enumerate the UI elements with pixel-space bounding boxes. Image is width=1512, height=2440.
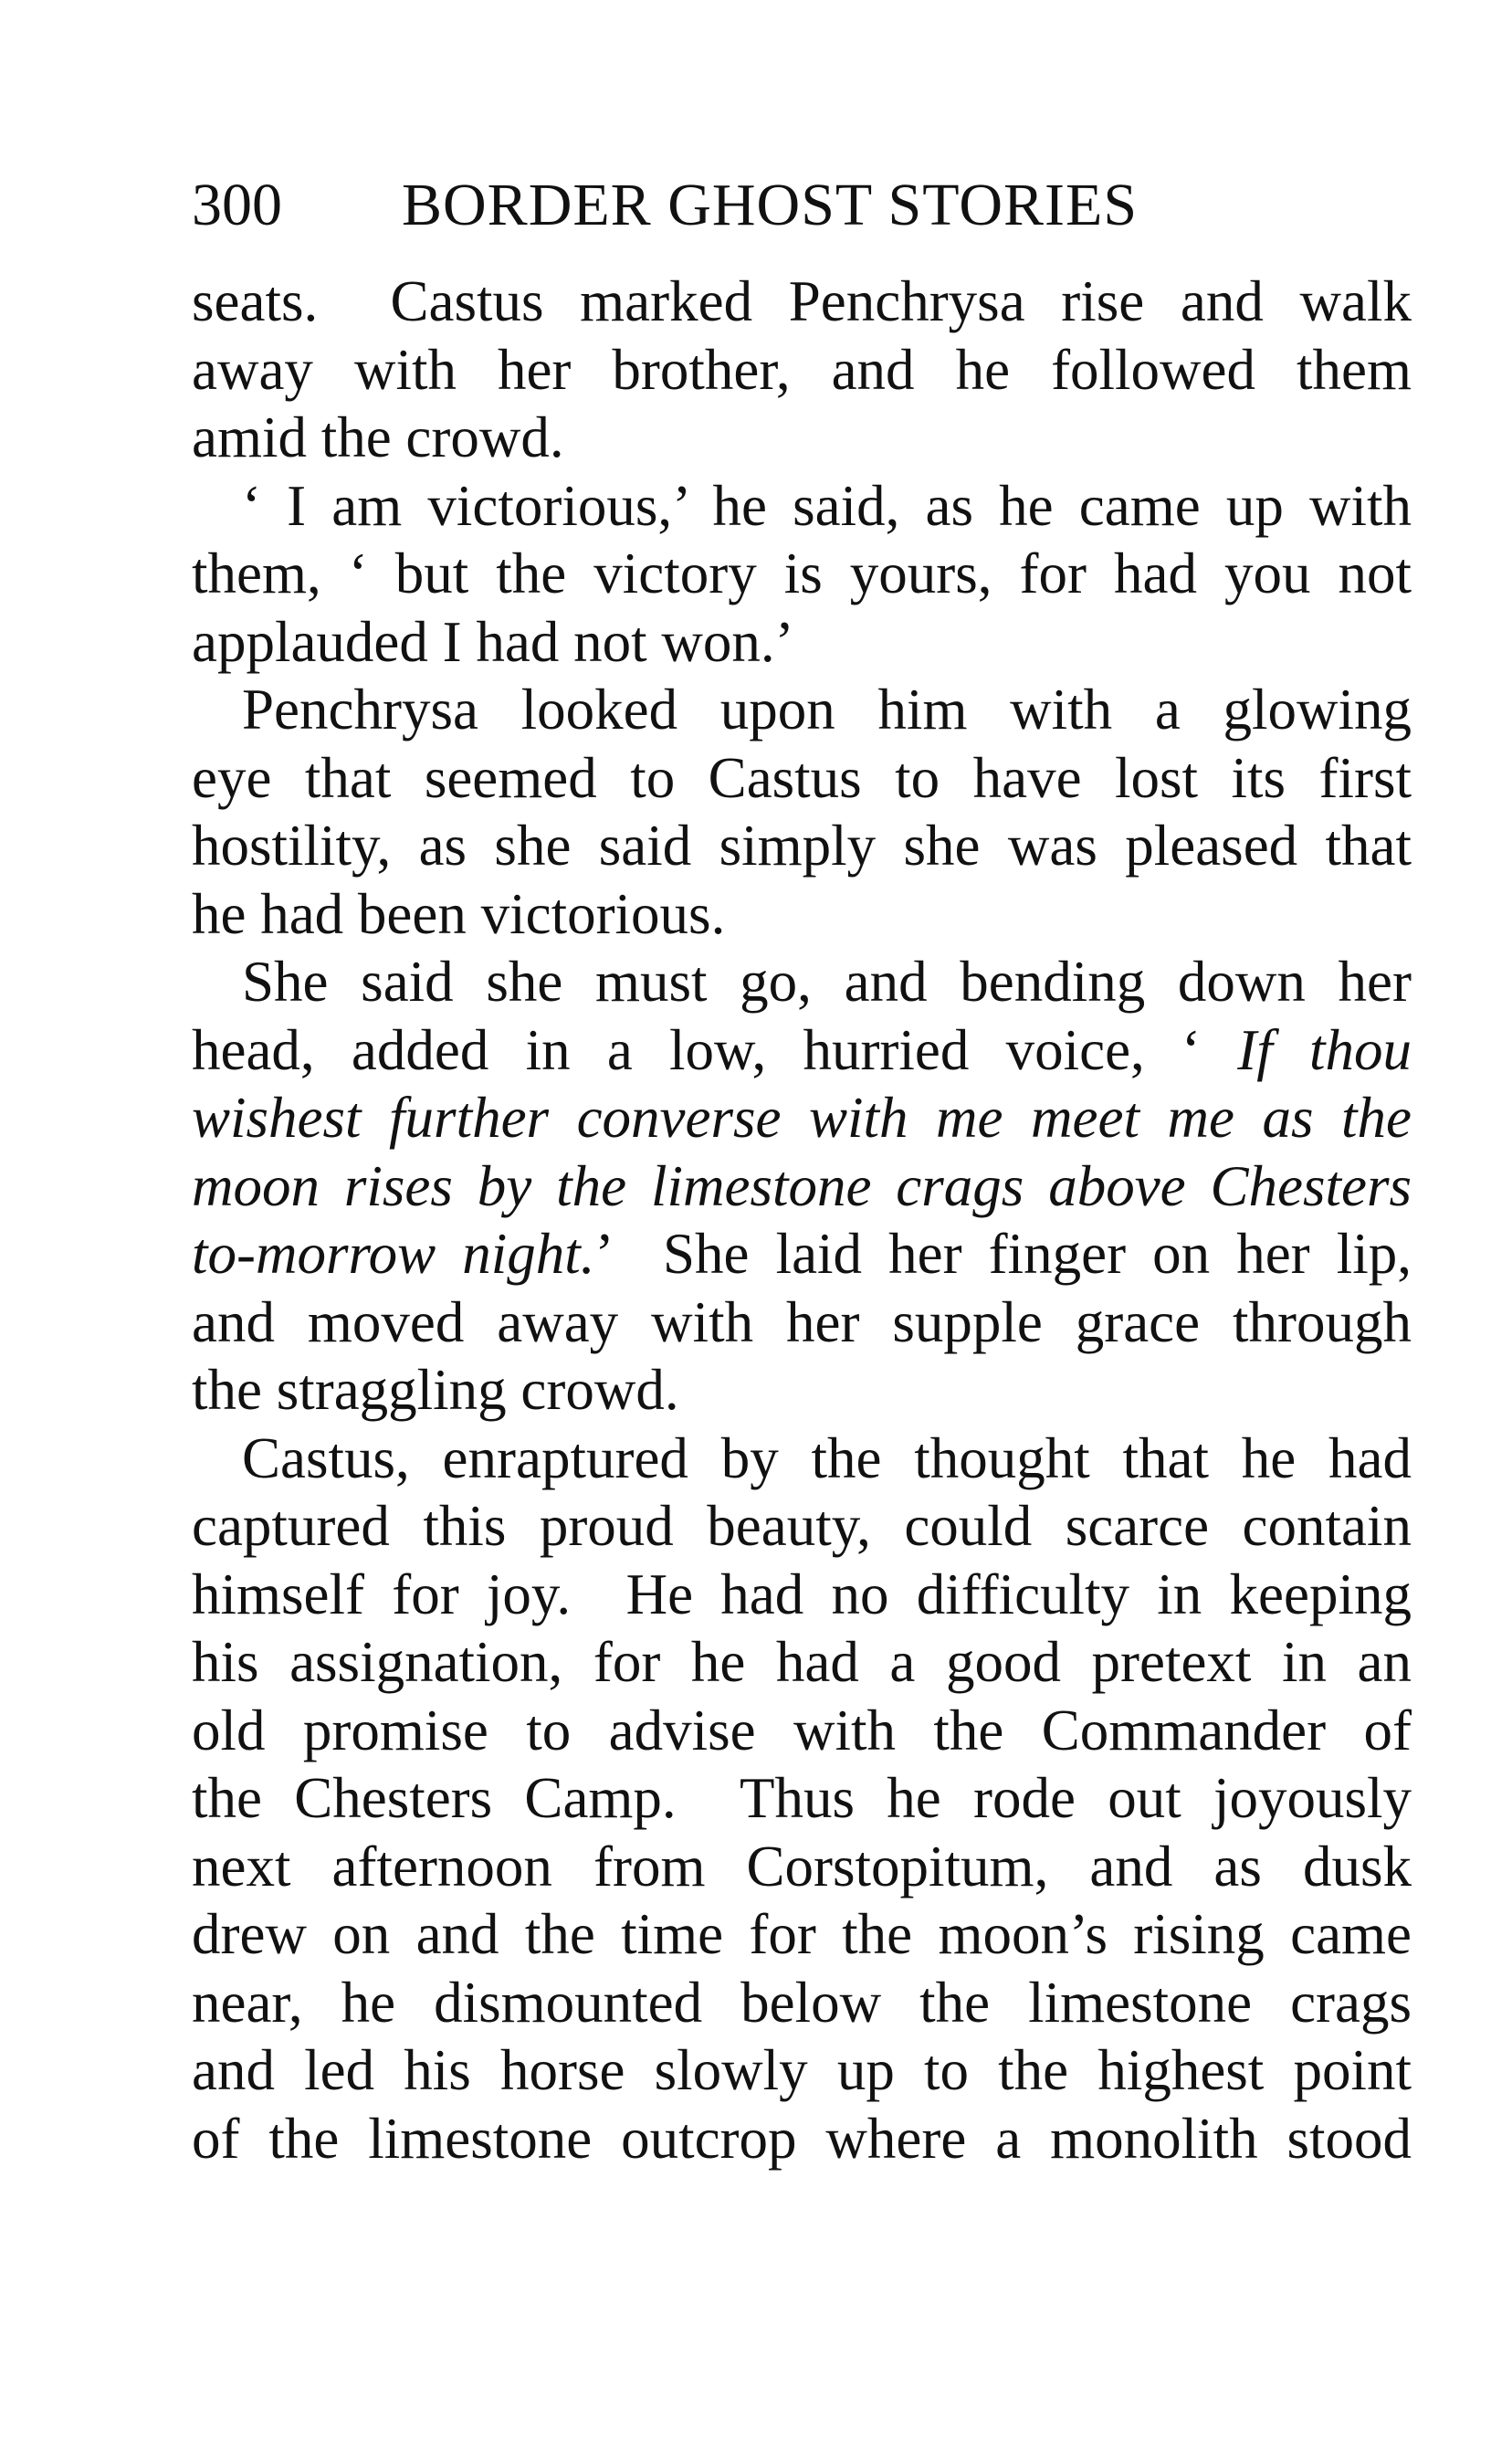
text-line <box>192 608 1412 677</box>
text-segment: drew on and the time for the moon’s rising came <box>192 1902 1412 1966</box>
body-text <box>192 268 1412 2172</box>
text-segment: he had been victorious. <box>192 881 726 946</box>
text-segment: hostility, as she said simply she was pleased that <box>192 814 1412 878</box>
text-line <box>192 1764 1412 1833</box>
text-line <box>192 812 1412 880</box>
page-header <box>192 169 1412 242</box>
text-segment: old promise to advise with the Commander of <box>192 1698 1412 1762</box>
text-line <box>192 1561 1412 1629</box>
text-segment: and moved away with her supple grace through <box>192 1289 1412 1354</box>
text-segment: applauded I had not won.’ <box>192 609 794 674</box>
text-segment: the Chesters Camp. Thus he rode out joyously <box>192 1766 1412 1830</box>
text-line <box>192 336 1412 405</box>
book-page <box>192 169 1412 2172</box>
text-segment: Penchrysa looked upon him with a glowing <box>242 678 1412 741</box>
text-line <box>192 1697 1412 1765</box>
text-segment: and led his horse slowly up to the highest point <box>192 2038 1412 2102</box>
text-line <box>192 2036 1412 2105</box>
text-line <box>192 404 1412 472</box>
running-title: BORDER GHOST STORIES <box>402 172 1139 238</box>
italic-text: If thou <box>1237 1017 1412 1082</box>
text-line <box>192 744 1412 813</box>
text-segment: his assignation, for he had a good pretext in an <box>192 1630 1412 1694</box>
text-line <box>192 1900 1412 1969</box>
text-segment: She said she must go, and bending down her <box>242 950 1412 1014</box>
text-line <box>192 472 1412 541</box>
page-number: 300 <box>192 172 282 238</box>
text-line <box>192 1628 1412 1697</box>
text-line <box>192 1969 1412 2037</box>
text-line <box>192 1425 1412 1493</box>
text-line <box>192 1152 1412 1221</box>
italic-text: moon rises by the limestone crags above Chesters <box>192 1153 1412 1218</box>
text-segment: of the limestone outcrop where a monolith stood <box>192 2106 1412 2171</box>
text-line <box>192 1833 1412 1901</box>
text-line <box>192 1084 1412 1152</box>
text-segment: Castus, enraptured by the thought that he had <box>242 1425 1412 1490</box>
text-line <box>192 1288 1412 1357</box>
text-segment: away with her brother, and he followed them <box>192 337 1412 402</box>
text-line <box>192 1492 1412 1561</box>
italic-text: to-morrow night. <box>192 1222 595 1286</box>
text-segment: near, he dismounted below the limestone crags <box>192 1970 1412 2035</box>
text-segment: eye that seemed to Castus to have lost its first <box>192 745 1412 810</box>
text-line <box>192 540 1412 608</box>
text-segment: them, ‘ but the victory is yours, for had you not <box>192 542 1412 605</box>
text-segment: ‘ I am victorious,’ he said, as he came up with <box>242 473 1412 538</box>
text-segment: ’ She laid her finger on her lip, <box>594 1222 1412 1286</box>
text-segment: seats. Castus marked Penchrysa rise and walk <box>192 269 1412 333</box>
text-line <box>192 1016 1412 1085</box>
text-segment: captured this proud beauty, could scarce contain <box>192 1494 1412 1558</box>
text-line <box>192 948 1412 1016</box>
text-line <box>192 676 1412 744</box>
italic-text: wishest further converse with me meet me as the <box>192 1086 1412 1150</box>
text-segment: amid the crowd. <box>192 405 564 469</box>
text-line <box>192 268 1412 336</box>
text-segment: the straggling crowd. <box>192 1358 679 1422</box>
text-segment: himself for joy. He had no difficulty in keeping <box>192 1562 1412 1626</box>
text-segment: next afternoon from Corstopitum, and as dusk <box>192 1834 1412 1898</box>
text-line <box>192 1220 1412 1288</box>
text-segment: head, added in a low, hurried voice, ‘ <box>192 1017 1238 1082</box>
text-line <box>192 1356 1412 1425</box>
text-line <box>192 2105 1412 2173</box>
text-line <box>192 880 1412 949</box>
